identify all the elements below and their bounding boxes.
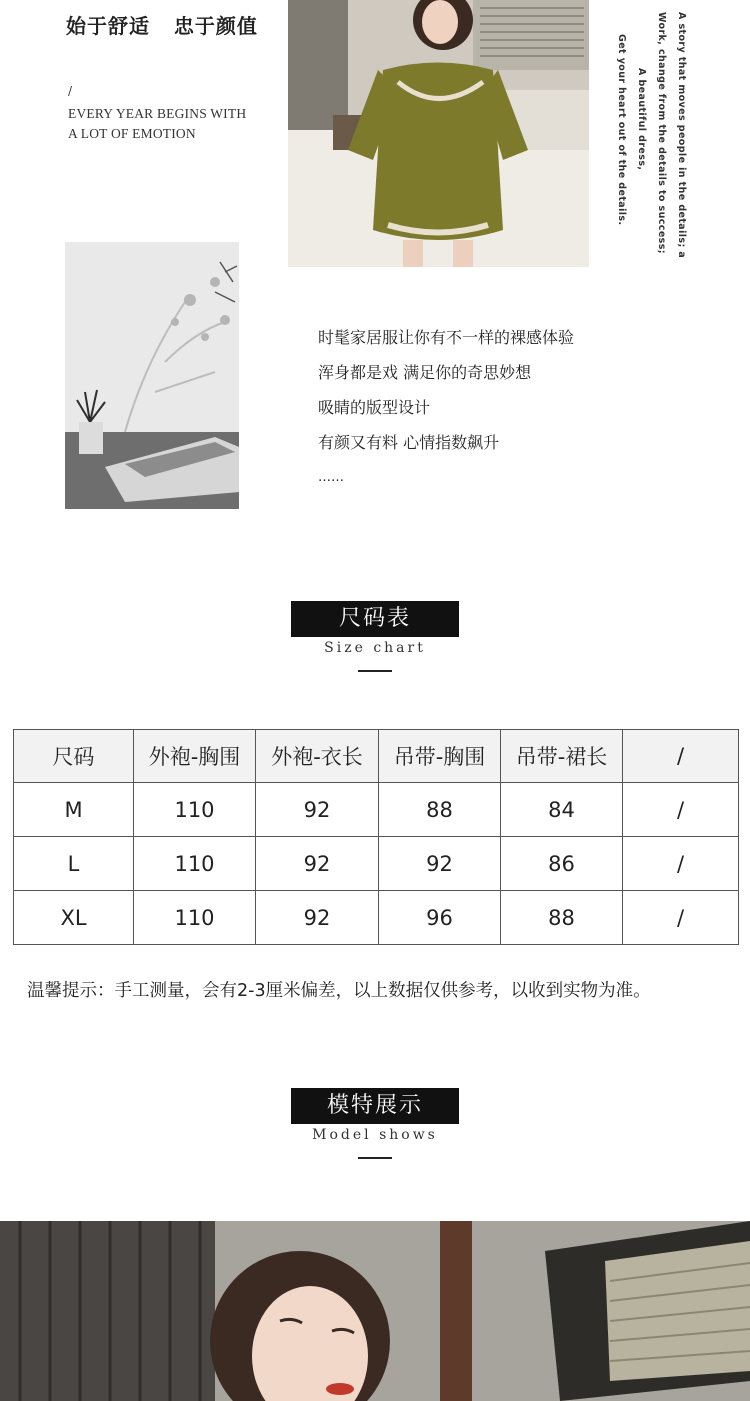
slash-divider: / bbox=[68, 84, 73, 98]
table-cell: / bbox=[623, 837, 739, 891]
vertical-text-1: A story that moves people in the details; a bbox=[676, 12, 687, 259]
table-cell: 110 bbox=[134, 837, 256, 891]
table-cell: 88 bbox=[501, 891, 623, 945]
table-cell: 92 bbox=[256, 783, 379, 837]
size-chart-subtitle: Size chart bbox=[324, 640, 426, 656]
table-cell: XL bbox=[14, 891, 134, 945]
description-ellipsis: …… bbox=[318, 470, 344, 485]
vertical-text-3: A beautiful dress, bbox=[636, 68, 647, 171]
table-cell: 110 bbox=[134, 783, 256, 837]
size-table bbox=[13, 729, 739, 945]
product-photo-main bbox=[288, 0, 589, 267]
vertical-text-4: Get your heart out of the details. bbox=[616, 34, 627, 226]
table-cell: M bbox=[14, 783, 134, 837]
description-line-2: 浑身都是戏 满足你的奇思妙想 bbox=[318, 363, 532, 382]
model-in-dress-illustration bbox=[288, 0, 589, 267]
plant-and-book-illustration bbox=[65, 242, 239, 509]
header-cell: 尺码 bbox=[14, 730, 134, 783]
model-shows-divider bbox=[358, 1157, 392, 1159]
table-cell: L bbox=[14, 837, 134, 891]
model-photo-bottom bbox=[0, 1221, 750, 1401]
header-cell: 吊带-胸围 bbox=[379, 730, 501, 783]
description-line-3: 吸睛的版型设计 bbox=[318, 398, 431, 417]
table-cell: 110 bbox=[134, 891, 256, 945]
table-row bbox=[14, 783, 739, 837]
size-chart-title: 尺码表 bbox=[291, 601, 459, 637]
table-cell: / bbox=[623, 891, 739, 945]
size-chart-divider bbox=[358, 670, 392, 672]
model-portrait-illustration bbox=[0, 1221, 750, 1401]
measurement-note: 温馨提示：手工测量，会有2-3厘米偏差，以上数据仅供参考，以收到实物为准。 bbox=[27, 981, 651, 1001]
table-cell: 88 bbox=[379, 783, 501, 837]
header-cell: 外袍-胸围 bbox=[134, 730, 256, 783]
table-row bbox=[14, 837, 739, 891]
table-cell: 92 bbox=[256, 837, 379, 891]
description-line-4: 有颜又有料 心情指数飙升 bbox=[318, 433, 500, 452]
still-life-photo bbox=[65, 242, 239, 509]
vertical-text-2: Work, change from the details to success; bbox=[656, 12, 667, 254]
description-block bbox=[318, 320, 574, 495]
header-cell: / bbox=[623, 730, 739, 783]
table-cell: 86 bbox=[501, 837, 623, 891]
table-cell: 96 bbox=[379, 891, 501, 945]
header-cell: 吊带-裙长 bbox=[501, 730, 623, 783]
table-cell: / bbox=[623, 783, 739, 837]
model-shows-title: 模特展示 bbox=[291, 1088, 459, 1124]
model-shows-subtitle: Model shows bbox=[312, 1127, 438, 1143]
table-cell: 92 bbox=[379, 837, 501, 891]
tagline-line-1: EVERY YEAR BEGINS WITH bbox=[68, 106, 247, 121]
table-cell: 84 bbox=[501, 783, 623, 837]
tagline-line-2: A LOT OF EMOTION bbox=[68, 126, 196, 141]
header-cell: 外袍-衣长 bbox=[256, 730, 379, 783]
table-header-row bbox=[14, 730, 739, 783]
english-tagline bbox=[68, 104, 246, 144]
table-cell: 92 bbox=[256, 891, 379, 945]
headline: 始于舒适 忠于颜值 bbox=[66, 14, 258, 38]
table-row bbox=[14, 891, 739, 945]
description-line-1: 时髦家居服让你有不一样的裸感体验 bbox=[318, 328, 575, 347]
